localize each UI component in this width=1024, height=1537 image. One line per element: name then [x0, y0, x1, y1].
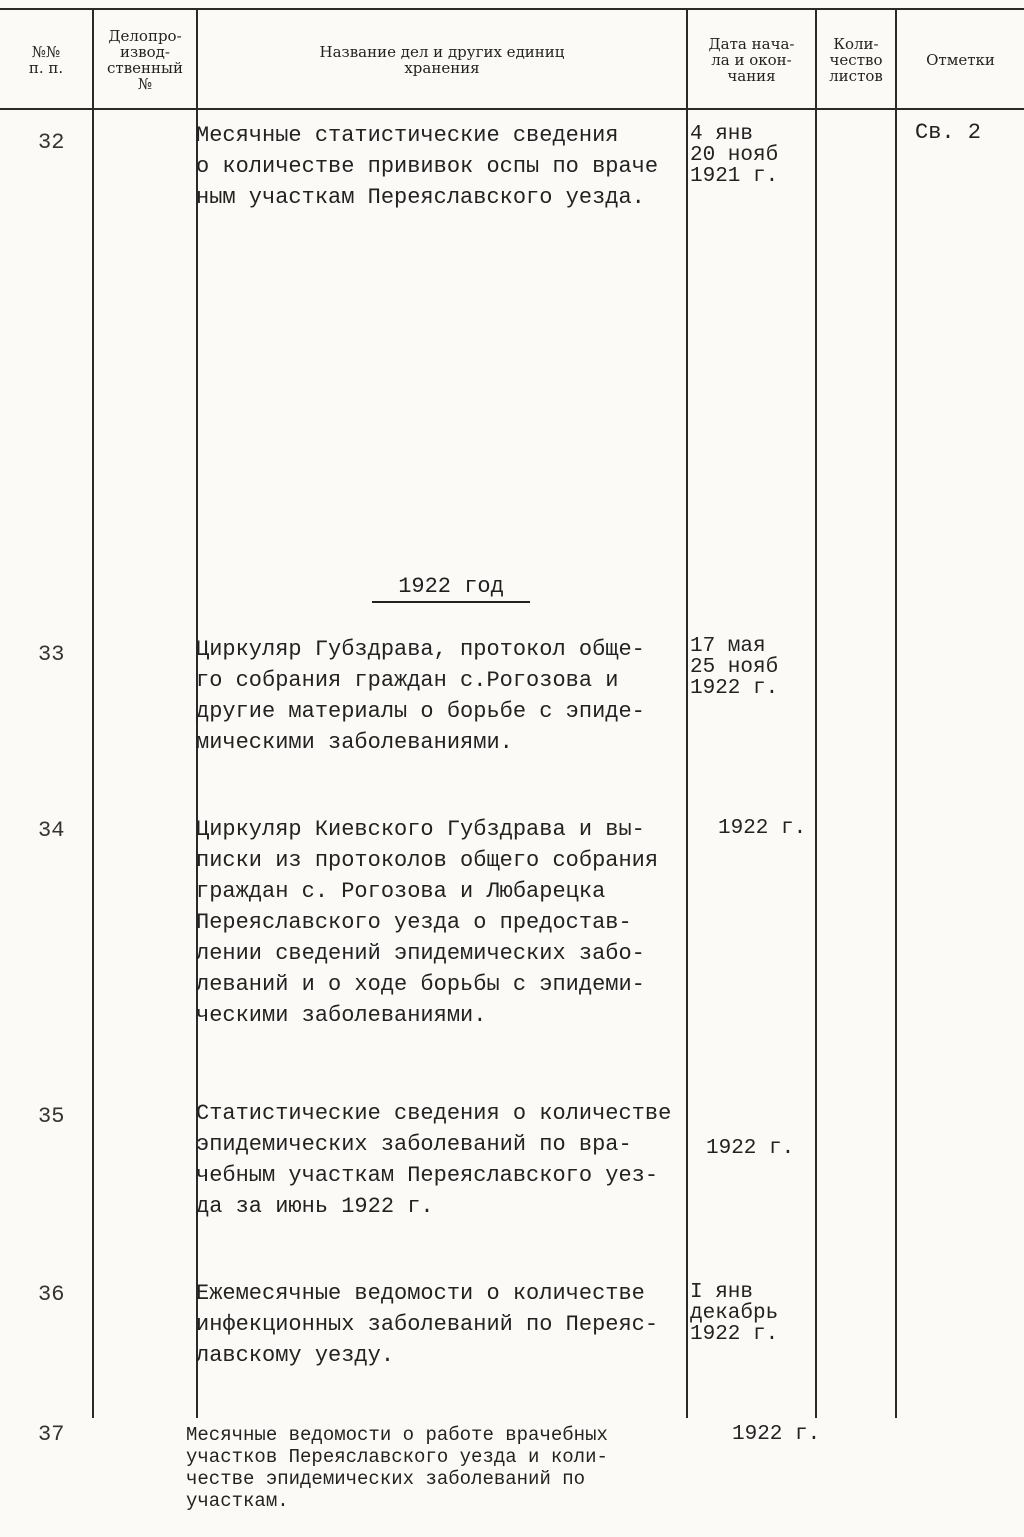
header-bottom-border [0, 108, 1024, 110]
column-divider [92, 8, 94, 1418]
header-col-office-number: Делопро- извод- ственный № [107, 27, 183, 93]
row-number: 34 [38, 818, 65, 843]
row-title: Месячные ведомости о работе врачебных участков Переяславского уезда и коли- честве эпидемических заболеваний по участкам. [186, 1424, 608, 1512]
header-col-title: Название дел и других единиц хранения [319, 43, 565, 77]
row-number: 36 [38, 1282, 65, 1307]
row-number: 37 [38, 1422, 65, 1447]
row-dates: 1922 г. [706, 1137, 795, 1160]
row-dates: 17 мая 25 нояб 1922 г. [690, 635, 779, 700]
row-dates: I янв декабрь 1922 г. [690, 1281, 779, 1346]
row-dates: 1922 г. [718, 817, 807, 840]
row-dates: 4 янв 20 нояб 1921 г. [690, 123, 779, 188]
header-col-notes: Отметки [926, 51, 995, 69]
row-title: Статистические сведения о количестве эпидемических заболеваний по вра- чебным участкам Переяславского уез- да за июнь 1922 г. [196, 1101, 672, 1219]
row-number: 35 [38, 1104, 65, 1129]
table-top-border [0, 8, 1024, 10]
row-dates: 1922 г. [732, 1423, 821, 1446]
header-col-number: №№ п. п. [28, 43, 64, 77]
row-notes: Св. 2 [915, 120, 982, 145]
header-col-sheet-count: Коли- чество листов [829, 35, 883, 85]
row-number: 33 [38, 642, 65, 667]
column-divider [895, 8, 897, 1418]
row-number: 32 [38, 130, 65, 155]
header-col-dates: Дата нача- ла и окон- чания [708, 35, 795, 85]
section-year-heading: 1922 год [372, 574, 530, 603]
column-divider [815, 8, 817, 1418]
row-title: Месячные статистические сведения о количестве прививок оспы по враче ным участкам Переяславского уезда. [196, 123, 659, 210]
row-title: Циркуляр Киевского Губздрава и вы- писки из протоколов общего собрания граждан с. Рогозова и Любарецка Переяславского уезда о предостав- лении сведений эпидемических забо- леваний и о ходе борьбы с эпидеми- ческими заболеваниями. [196, 817, 659, 1028]
row-title: Ежемесячные ведомости о количестве инфекционных заболеваний по Переяс- лавскому уезду. [196, 1281, 659, 1368]
row-title: Циркуляр Губздрава, протокол обще- го собрания граждан с.Рогозова и другие материалы о борьбе с эпиде- мическими заболеваниями. [196, 637, 645, 755]
